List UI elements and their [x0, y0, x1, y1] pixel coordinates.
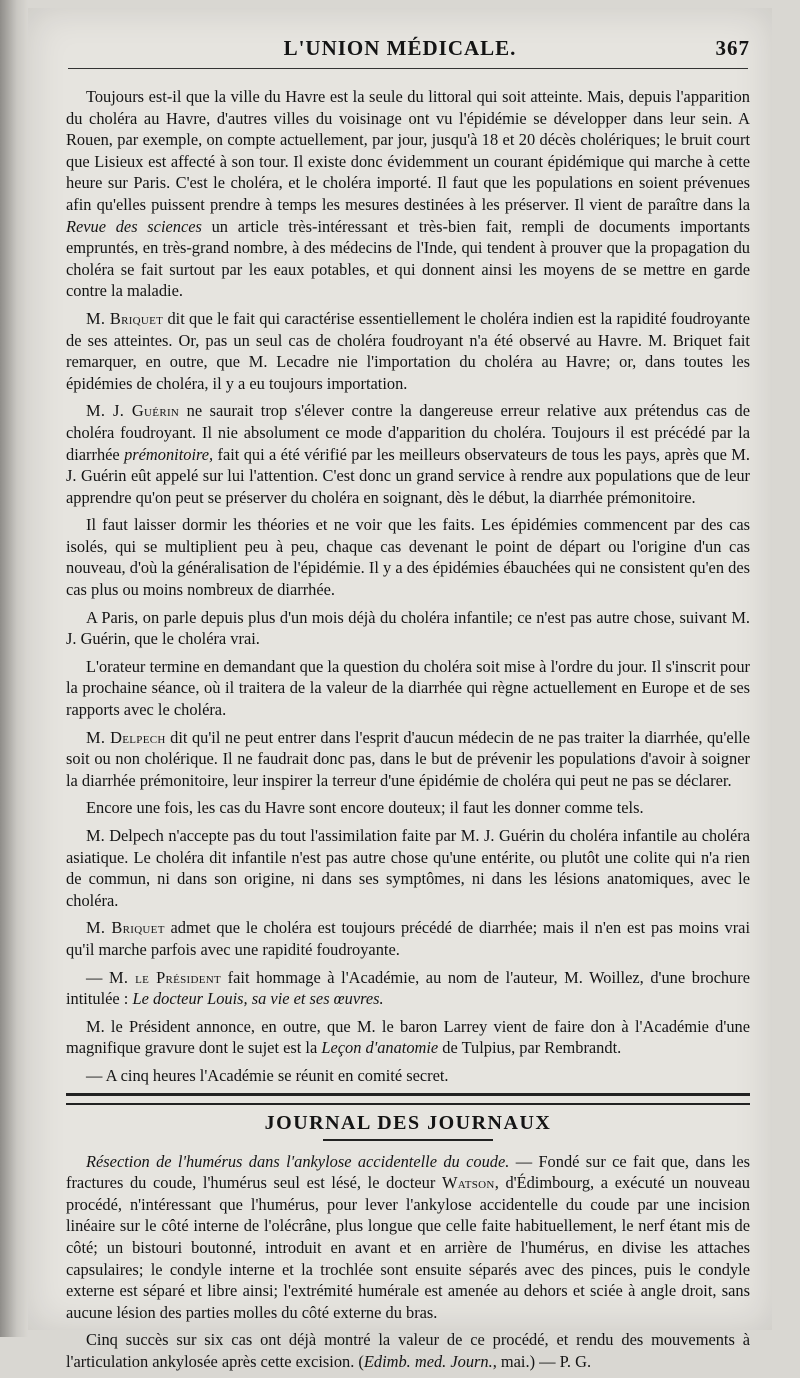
paragraph-italic: Leçon d'anatomie: [321, 1038, 439, 1058]
paragraph-italic: Revue des sciences: [66, 216, 202, 236]
paragraph-sc: M. J. Guérin: [86, 401, 180, 421]
paragraph-italic: prémonitoire,: [124, 444, 214, 464]
section-divider: [66, 1093, 750, 1105]
paragraph: [66, 656, 750, 721]
paragraph-sc: M. Delpech: [86, 727, 166, 747]
running-header: [50, 36, 750, 66]
page-number: 367: [715, 36, 750, 60]
paragraph-prefix: —: [86, 967, 109, 987]
article-body: [66, 86, 750, 1378]
paragraph-text: Toujours est-il que la ville du Havre est la seule du littoral qui soit atteinte. Mais, depuis l'apparition du choléra au Havre, d'autres villes du voisinage ont vu l'épidémie se développer dans leur sein. A Rouen, par exemple, on compte actuellement, par jour, jusqu'à 18 et 20 décès cholériques; le bruit court que Lisieux est affecté à son tour. Il existe donc évidemment un courant épidémique qui marche à cette heure sur Paris. C'est le choléra, et le choléra importé. Il faut que les populations en soient prévenues afin qu'elles puissent prendre à temps les mesures destinées à les préserver. Il vient de paraître dans la: [66, 87, 750, 214]
paragraph-text: A Paris, on parle depuis plus d'un mois déjà du choléra infantile; ce n'est pas autre chose, suivant M. J. Guérin, que le choléra vrai.: [66, 607, 750, 649]
paragraph-text: — Fondé sur ce fait que, dans les fractures du coude, l'humérus seul est lésé, le docteur: [66, 1151, 750, 1193]
paragraph-after: de Tulpius, par Rembrandt.: [438, 1038, 622, 1058]
paragraph-text: — A cinq heures l'Académie se réunit en comité secret.: [86, 1065, 449, 1085]
paragraph-text: Il faut laisser dormir les théories et ne voir que les faits. Les épidémies commencent par des cas isolés, qui se multiplient peu à peu, chaque cas devenant le point de départ ou l'origine d'un cas nouveau, d'où la généralisation de l'épidémie. Il y a des épidémies ébauchées qui ne consistent qu'en des cas plus ou moins nombreux de diarrhée.: [66, 515, 750, 600]
paragraph-text: L'orateur termine en demandant que la question du choléra soit mise à l'ordre du jour. Il s'inscrit pour la prochaine séance, où il traitera de la valeur de la diarrhée qui règne actuellement en Europe et de ses rapports avec le choléra.: [66, 656, 750, 720]
paragraph: [66, 1329, 750, 1372]
paragraph-text: dit qu'il ne peut entrer dans l'esprit d'aucun médecin de ne pas traiter la diarrhée, qu'elle soit ou non cholérique. Il ne faudrait donc pas, dans le but de prévenir les populations d'avoir à soigner la diarrhée prémonitoire, leur inspirer la terreur d'une épidémie de choléra qui peut ne pas se déclarer.: [66, 727, 750, 790]
paragraph: [66, 86, 750, 302]
paragraph-text: admet que le choléra est toujours précédé de diarrhée; mais il n'en est pas moins vrai qu'il marche parfois avec une rapidité foudroyante.: [66, 918, 751, 959]
paragraph: [66, 308, 750, 394]
paragraph-text: dit que le fait qui caractérise essentiellement le choléra indien est la rapidité foudroyante de ses atteintes. Or, pas un seul cas de choléra foudroyant n'a été observé au Havre. M. Briquet fait remarquer, en outre, que M. Lecadre nie l'importation du choléra au Havre; or, dans toutes les épidémies de choléra, il y a eu toujours importation.: [66, 308, 750, 393]
header-rule: [68, 68, 748, 69]
paragraph-text: Encore une fois, les cas du Havre sont encore douteux; il faut les donner comme tels.: [86, 798, 644, 818]
paragraph-italic-lead: Résection de l'humérus dans l'ankylose accidentelle du coude.: [86, 1151, 510, 1171]
journal-review: [66, 1151, 750, 1373]
paragraph-after: , mai.) — P. G.: [492, 1351, 592, 1371]
paragraph: [66, 917, 750, 960]
journal-title: L'UNION MÉDICALE.: [283, 36, 517, 60]
paragraph: [66, 1065, 750, 1087]
paragraph-after: un article très-intéressant et très-bien fait, rempli de documents importants empruntés, en très-grand nombre, à des médecins de l'Inde, qui tendent à prouver que la propagation du choléra se fait surtout par les eaux potables, et qui donnent ainsi les moyens de se mettre en garde contre la maladie.: [66, 216, 751, 301]
paragraph: [66, 1016, 750, 1059]
paragraph: [66, 607, 750, 650]
paragraph-text: fait hommage à l'Académie, au nom de l'auteur, M. Woillez, d'une brochure intitulée :: [66, 967, 750, 1009]
paragraph-sc: M. Briquet: [86, 308, 164, 328]
paragraph-sc: M. Briquet: [86, 918, 165, 938]
paragraph-sc: Watson: [441, 1173, 495, 1193]
page-gutter-shadow: [0, 0, 28, 1337]
paragraph-text: M. Delpech n'accepte pas du tout l'assimilation faite par M. J. Guérin du choléra infantile au choléra asiatique. Le choléra dit infantile n'est pas autre chose qu'une entérite, ou plutôt une colite qui n'a rien de commun, ni dans son origine, ni dans ses symptômes, ni dans les lésions anatomiques, avec le choléra.: [66, 826, 750, 910]
paragraph-after: , d'Édimbourg, a exécuté un nouveau procédé, n'intéressant que l'humérus, pour lever l'ankylose accidentelle du coude par une incision linéaire sur le côté interne de l'olécrâne, plus longue que celle faite habituellement, le nerf étant mis de côté; un bistouri boutonné, introduit en avant et en arrière de l'humérus, en divise les attaches capsulaires; le condyle interne et la trochlée sont ensuite séparés avec des pinces, puis le condyle externe est séparé et libre ainsi; l'extrémité humérale est amenée au dehors et sciée à angle droit, sans aucune lésion des parties molles du côté externe du bras.: [66, 1173, 750, 1322]
paragraph-text: M. le Président annonce, en outre, que M. le baron Larrey vient de faire don à l'Académie d'une magnifique gravure dont le sujet est la: [66, 1016, 750, 1058]
paragraph: [66, 825, 750, 911]
section-title-underline: [323, 1139, 493, 1141]
paragraph-text: Cinq succès sur six cas ont déjà montré la valeur de ce procédé, et rendu des mouvements à l'articulation ankylosée après cette excision. (: [66, 1330, 750, 1371]
paragraph-after: fait qui a été vérifié par les meilleurs observateurs de tous les pays, après que M. J. Guérin eût appelé sur lui l'attention. C'est donc un grand service à rendre aux populations que de leur apprendre qu'on peut se préserver du choléra en soignant, dès le début, la diarrhée prémonitoire.: [66, 444, 750, 507]
paragraph-sc: M. le Président: [108, 967, 222, 987]
academy-report: [66, 86, 750, 1087]
paragraph-italic: Edimb. med. Journ.: [363, 1351, 493, 1371]
paragraph: [66, 797, 750, 819]
paragraph: [66, 967, 750, 1010]
paragraph: [66, 514, 750, 600]
paragraph: [66, 727, 750, 792]
paragraph-italic: Le docteur Louis, sa vie et ses œuvres.: [132, 989, 384, 1009]
paragraph-text: ne saurait trop s'élever contre la dangereuse erreur relative aux prétendus cas de choléra foudroyant. Il nie absolument ce mode d'apparition du choléra. Toujours il est précédé par la diarrhée: [66, 401, 750, 464]
paragraph: [66, 1151, 750, 1324]
paragraph: [66, 400, 750, 508]
section-title: JOURNAL DES JOURNAUX: [264, 1111, 552, 1134]
